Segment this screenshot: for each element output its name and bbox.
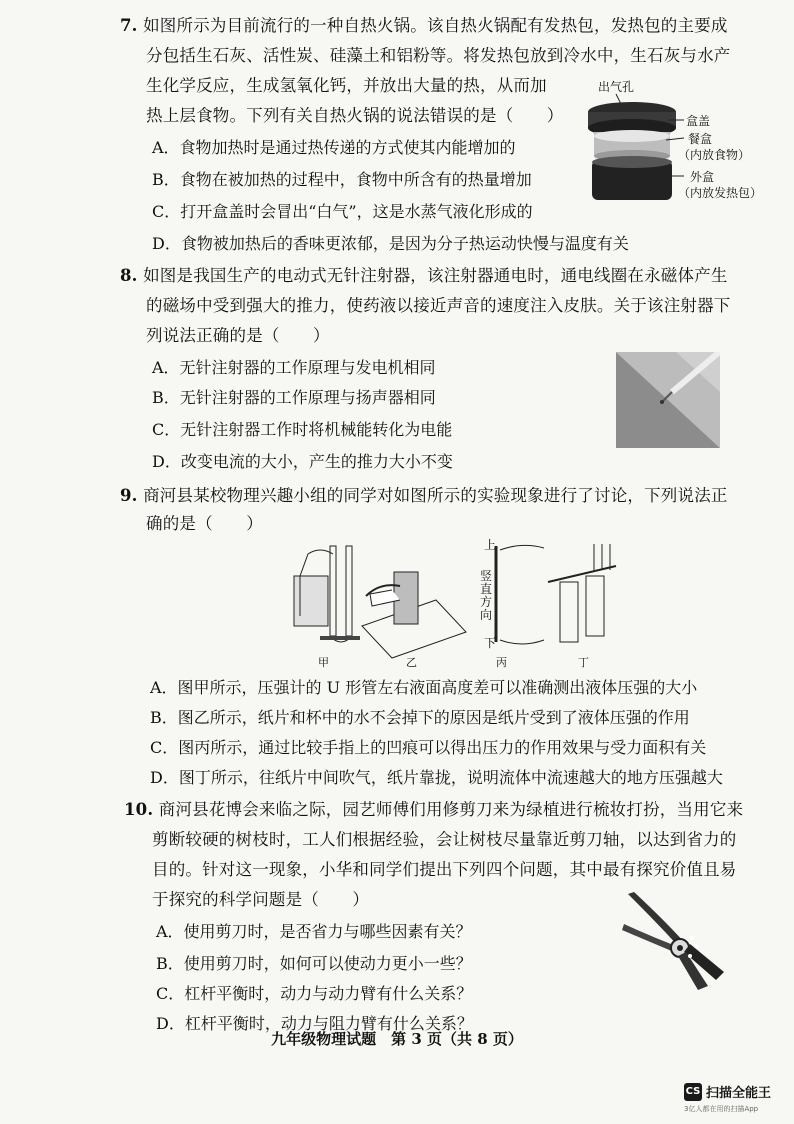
page-footer: 九年级物理试题 第 3 页（共 8 页）: [271, 1030, 523, 1048]
q7-line-3: 生化学反应，生成氢氧化钙，并放出大量的热，从而加: [146, 76, 547, 95]
q10-line-2: 剪断较硬的树枝时，工人们根据经验，会让树枝尽量靠近剪刀轴，以达到省力的: [152, 830, 737, 849]
q9-experiments-illustration: [260, 536, 640, 668]
outer-box-label: 外盒: [690, 170, 715, 184]
q10-option-a: A．使用剪刀时，是否省力与哪些因素有关？: [156, 922, 472, 941]
meal-box-note: （内放食物）: [678, 148, 751, 162]
q10-line-3: 目的。针对这一现象，小华和同学们提出下列四个问题，其中最有探究价值且易: [152, 860, 737, 879]
q10-option-d: D．杠杆平衡时，动力与阻力臂有什么关系？: [156, 1014, 473, 1033]
q8-option-c: C．无针注射器工作时将机械能转化为电能: [152, 420, 453, 439]
q10-number: 10.: [124, 800, 154, 819]
manometer-diagram: [294, 546, 360, 642]
caption-jia: 甲: [318, 656, 329, 669]
q8-option-a: A．无针注射器的工作原理与发电机相同: [152, 358, 436, 377]
down-label: 下: [484, 636, 497, 650]
inverted-cup-diagram: [362, 572, 466, 658]
q10-option-b: B．使用剪刀时，如何可以使动力更小一些？: [156, 954, 472, 973]
injector-illustration: [616, 352, 720, 448]
pruning-shears-illustration: [620, 890, 740, 998]
q9-option-a: A．图甲所示，压强计的 U 形管左右液面高度差可以准确测出液体压强的大小: [150, 678, 698, 697]
q9-option-b: B．图乙所示，纸片和杯中的水不会掉下的原因是纸片受到了液体压强的作用: [150, 708, 690, 727]
q7-line-1: 7. 如图所示为目前流行的一种自热火锅。该自热火锅配有发热包，发热包的主要成: [120, 16, 728, 35]
q7-line-4: 热上层食物。下列有关自热火锅的说法错误的是（ ）: [146, 106, 564, 125]
pencil-fingers-diagram: [496, 545, 544, 644]
q8-option-b: B．无针注射器的工作原理与扬声器相同: [152, 388, 436, 407]
pruning-shears-figure: [620, 890, 740, 998]
hanging-papers-diagram: [548, 544, 616, 642]
q10-line-4: 于探究的科学问题是（ ）: [152, 890, 370, 909]
q9-figures: [260, 536, 640, 668]
q9-line-2: 确的是（ ）: [146, 514, 263, 533]
watermark-subtitle: 3亿人都在用的扫描App: [684, 1105, 759, 1113]
q7-option-c: C．打开盒盖时会冒出“白气”，这是水蒸气液化形成的: [152, 202, 533, 221]
q7-option-a: A．食物加热时是通过热传递的方式使其内能增加的: [152, 138, 516, 157]
up-label: 上: [484, 538, 497, 552]
q8-line-2: 的磁场中受到强大的推力，使药液以接近声音的速度注入皮肤。关于该注射器下: [146, 296, 731, 315]
q9-option-d: D．图丁所示，往纸片中间吹气，纸片靠拢，说明流体中流速越大的地方压强越大: [150, 768, 723, 787]
outer-box-note: （内放发热包）: [678, 186, 763, 200]
vertical-label: 竖直方向: [480, 569, 493, 622]
watermark-name: 扫描全能王: [706, 1086, 772, 1101]
q9-line-1: 9. 商河县某校物理兴趣小组的同学对如图所示的实验现象进行了讨论，下列说法正: [120, 486, 728, 505]
caption-ding: 丁: [578, 656, 589, 669]
q7-number: 7.: [120, 16, 138, 35]
q9-number: 9.: [120, 486, 138, 505]
caption-yi: 乙: [406, 656, 417, 669]
q8-number: 8.: [120, 266, 138, 285]
injector-photo: [616, 352, 720, 448]
q8-option-d: D．改变电流的大小，产生的推力大小不变: [152, 452, 453, 471]
scanner-watermark: [684, 1082, 771, 1101]
q7-line-2: 分包括生石灰、活性炭、硅藻土和铝粉等。将发热包放到冷水中，生石灰与水产: [146, 46, 731, 65]
q10-line-1: 10. 商河县花博会来临之际，园艺师傅们用修剪刀来为绿植进行梳妆打扮，当用它来: [124, 800, 744, 819]
hotpot-figure: [582, 76, 792, 210]
q9-option-c: C．图丙所示，通过比较手指上的凹痕可以得出压力的作用效果与受力面积有关: [150, 738, 707, 757]
q7-option-b: B．食物在被加热的过程中，食物中所含有的热量增加: [152, 170, 532, 189]
q10-option-c: C．杠杆平衡时，动力与动力臂有什么关系？: [156, 984, 473, 1003]
q8-line-1: 8. 如图是我国生产的电动式无针注射器，该注射器通电时，通电线圈在永磁体产生: [120, 266, 728, 285]
camscanner-icon: CS: [684, 1083, 702, 1101]
caption-bing: 丙: [496, 656, 507, 669]
vent-label: 出气孔: [598, 80, 635, 94]
lid-label: 盒盖: [686, 114, 711, 128]
q7-option-d: D．食物被加热后的香味更浓郁，是因为分子热运动快慢与温度有关: [152, 234, 629, 253]
meal-box-label: 餐盒: [688, 132, 713, 146]
q8-line-3: 列说法正确的是（ ）: [146, 326, 330, 345]
